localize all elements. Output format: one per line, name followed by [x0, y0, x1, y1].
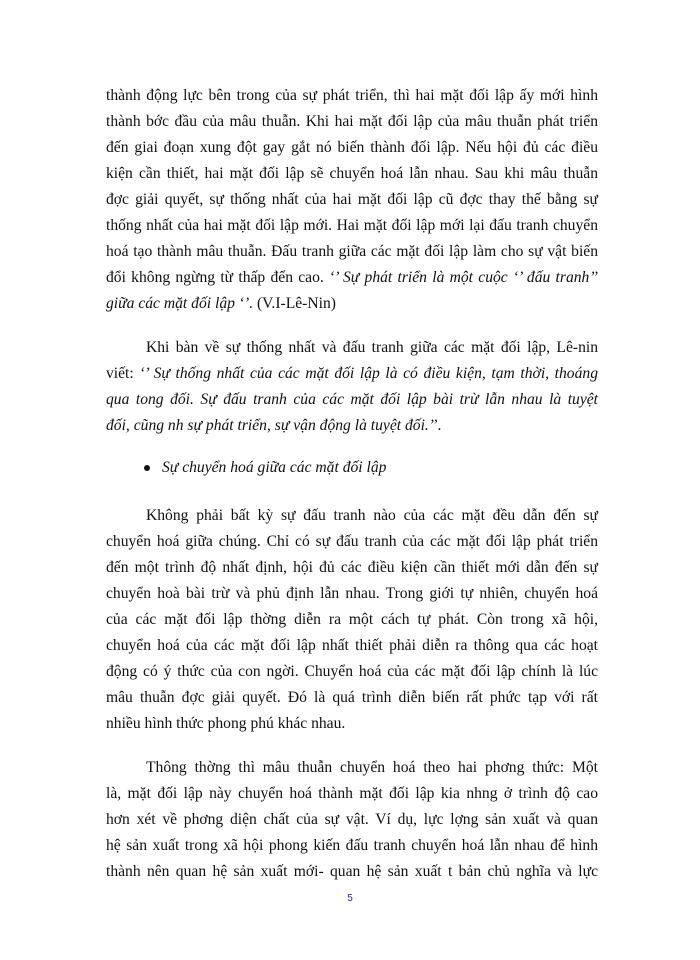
paragraph-line — [106, 294, 598, 314]
paragraph-line: của các mặt đối lập thờng diễn ra một cách tự phát. Còn trong xã hội, — [106, 611, 598, 628]
quote-italic: ‘’ Sự phát triển là một cuộc ‘’ đấu tranh’’ — [329, 269, 598, 286]
paragraph-line: đến giai đoạn xung đột gay gắt nó biến thành đối lập. Nếu hội đủ các điều — [106, 139, 598, 156]
paragraph-line: thành nên quan hệ sản xuất mới- quan hệ sản xuất t bản chủ nghĩa và lực — [106, 863, 598, 880]
paragraph-line: hơn xét về phơng diện chất của sự vật. Ví dụ, lực lợng sản xuất và quan — [106, 811, 598, 828]
paragraph-line: chuyển hoà bài trừ và phủ định lẫn nhau. Trong giới tự nhiên, chuyển hoá — [106, 585, 598, 602]
paragraph-line: nhiều hình thức phong phú khác nhau. — [106, 715, 346, 732]
paragraph-line: thống nhất của hai mặt đối lập mới. Hai mặt đối lập mới lại đấu tranh chuyển — [106, 217, 598, 234]
paragraph-line: thành động lực bên trong của sự phát triển, thì hai mặt đối lập ấy mới hình — [106, 87, 598, 104]
quote-italic: đối, cũng nh sự phát triển, sự vận động là tuyệt đối.’’ — [106, 417, 438, 434]
paragraph-line: đợc giải quyết, sự thống nhất của hai mặt đối lập cũ đợc thay thế bằng sự — [106, 191, 598, 208]
paragraph-line: Không phải bất kỳ sự đấu tranh nào của các mặt đều dẫn đến sự — [146, 507, 598, 524]
text-plain: viết: — [106, 365, 140, 382]
paragraph-line — [106, 416, 598, 436]
paragraph-line: hệ sản xuất trong xã hội phong kiến đấu tranh chuyển hoá lẫn nhau để hình — [106, 837, 598, 854]
text-plain: đổi không ngừng từ thấp đến cao. — [106, 269, 330, 286]
paragraph-line — [106, 268, 598, 288]
paragraph-line: động có ý thức của con ngời. Chuyển hoá của các mặt đối lập chính là lúc — [106, 663, 598, 680]
paragraph-line: Khi bàn về sự thống nhất và đấu tranh giữa các mặt đối lập, Lê-nin — [146, 339, 598, 356]
page-number: 5 — [347, 893, 353, 904]
paragraph-line: kiện cần thiết, hai mặt đối lập sẽ chuyển hoá lẫn nhau. Sau khi mâu thuẫn — [106, 165, 598, 182]
paragraph-line: Thông thờng thì mâu thuẫn chuyển hoá theo hai phơng thức: Một — [146, 759, 598, 776]
paragraph-line — [106, 364, 598, 384]
paragraph-line: chuyển hoá của các mặt đối lập nhất thiết phải diễn ra thông qua các hoạt — [106, 637, 598, 654]
paragraph-line: là, mặt đối lập này chuyển hoá thành mặt đối lập kia nhng ở trình độ cao — [106, 785, 598, 802]
paragraph-line: qua tong đối. Sự đấu tranh của các mặt đối lập bài trừ lẫn nhau là tuyệt — [106, 391, 598, 408]
text-plain: . — [437, 417, 442, 434]
section-heading: Sự chuyển hoá giữa các mặt đối lập — [162, 459, 387, 476]
paragraph-line: đến một trình độ nhất định, hội đủ các điều kiện cần thiết mới dẫn đến sự — [106, 559, 598, 576]
quote-italic: giữa các mặt đối lập ‘’. — [106, 295, 254, 312]
citation: (V.I-Lê-Nin) — [253, 295, 336, 312]
paragraph-line: thành bớc đầu của mâu thuẫn. Khi hai mặt đối lập của mâu thuẫn phát triển — [106, 113, 598, 130]
paragraph-line: mâu thuẫn đợc giải quyết. Đó là quá trình diễn biến rất phức tạp với rất — [106, 689, 598, 706]
bullet-icon — [144, 465, 150, 471]
paragraph-line: chuyển hoá giữa chúng. Chỉ có sự đấu tranh của các mặt đối lập phát triển — [106, 533, 598, 550]
paragraph-line: hoá tạo thành mâu thuẫn. Đấu tranh giữa các mặt đối lập làm cho sự vật biến — [106, 243, 598, 260]
quote-italic: ‘’ Sự thống nhất của các mặt đối lập là có điều kiện, tạm thời, thoáng — [139, 365, 598, 382]
